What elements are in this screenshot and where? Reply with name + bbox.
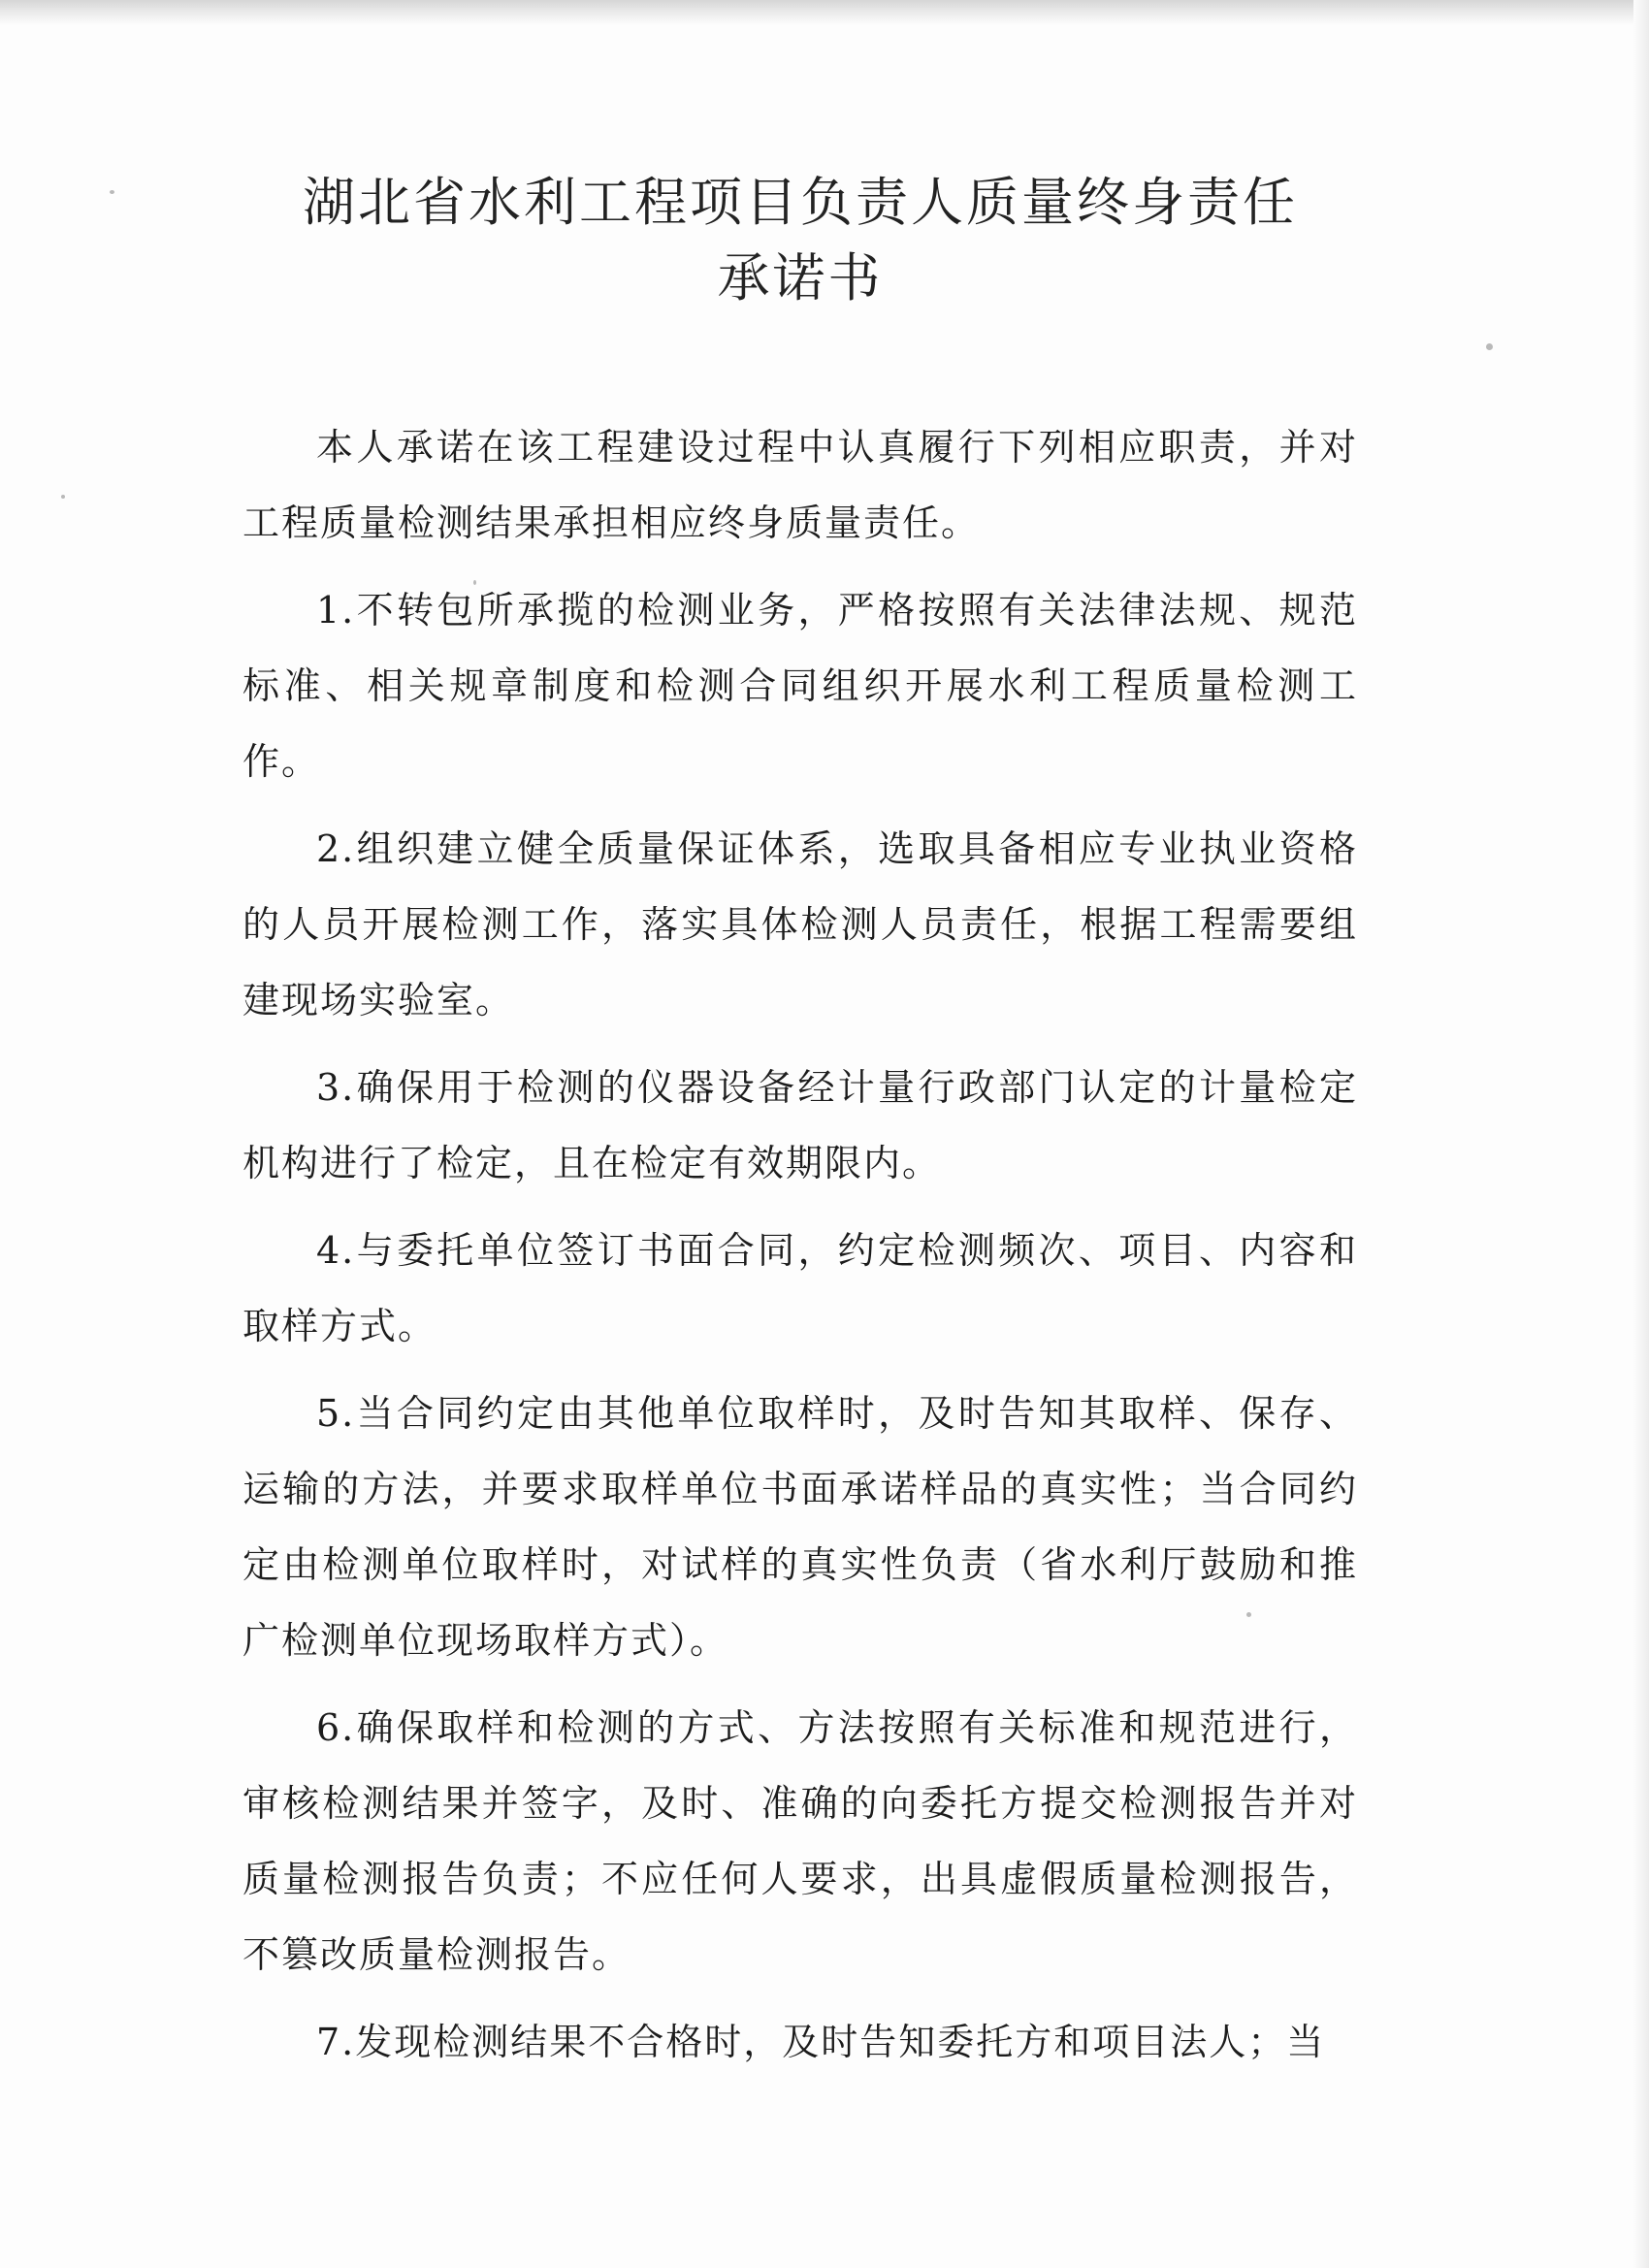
- intro-paragraph: 本人承诺在该工程建设过程中认真履行下列相应职责，并对工程质量检测结果承担相应终身质量责任。: [242, 426, 1358, 544]
- scan-speck: [1486, 343, 1493, 350]
- document-page: [242, 165, 1358, 2091]
- clause-3: 3.确保用于检测的仪器设备经计量行政部门认定的计量检定机构进行了检定，且在检定有效期限内。: [242, 1066, 1358, 1184]
- scan-speck: [61, 495, 65, 499]
- clause-2: 2.组织建立健全质量保证体系，选取具备相应专业执业资格的人员开展检测工作，落实具体检测人员责任，根据工程需要组建现场实验室。: [242, 827, 1358, 1021]
- document-title: [242, 165, 1358, 316]
- clause-5: 5.当合同约定由其他单位取样时，及时告知其取样、保存、运输的方法，并要求取样单位书面承诺样品的真实性；当合同约定由检测单位取样时，对试样的真实性负责（省水利厅鼓励和推广检测单位现场取样方式）。: [242, 1392, 1358, 1662]
- scan-speck: [110, 190, 114, 194]
- clause-1: 1.不转包所承揽的检测业务，严格按照有关法律法规、规范标准、相关规章制度和检测合同组织开展水利工程质量检测工作。: [242, 589, 1358, 783]
- clause-7: 7.发现检测结果不合格时，及时告知委托方和项目法人；当: [316, 2021, 1326, 2063]
- title-line-2: 承诺书: [717, 247, 884, 308]
- document-body: [242, 409, 1358, 2080]
- clause-6: 6.确保取样和检测的方式、方法按照有关标准和规范进行，审核检测结果并签字，及时、准确的向委托方提交检测报告并对质量检测报告负责；不应任何人要求，出具虚假质量检测报告，不篡改质量检测报告。: [242, 1706, 1358, 1976]
- title-line-1: 湖北省水利工程项目负责人质量终身责任: [303, 172, 1298, 233]
- scan-shadow: [0, 0, 1649, 25]
- scan-edge: [1633, 0, 1649, 2268]
- clause-4: 4.与委托单位签订书面合同，约定检测频次、项目、内容和取样方式。: [242, 1229, 1358, 1347]
